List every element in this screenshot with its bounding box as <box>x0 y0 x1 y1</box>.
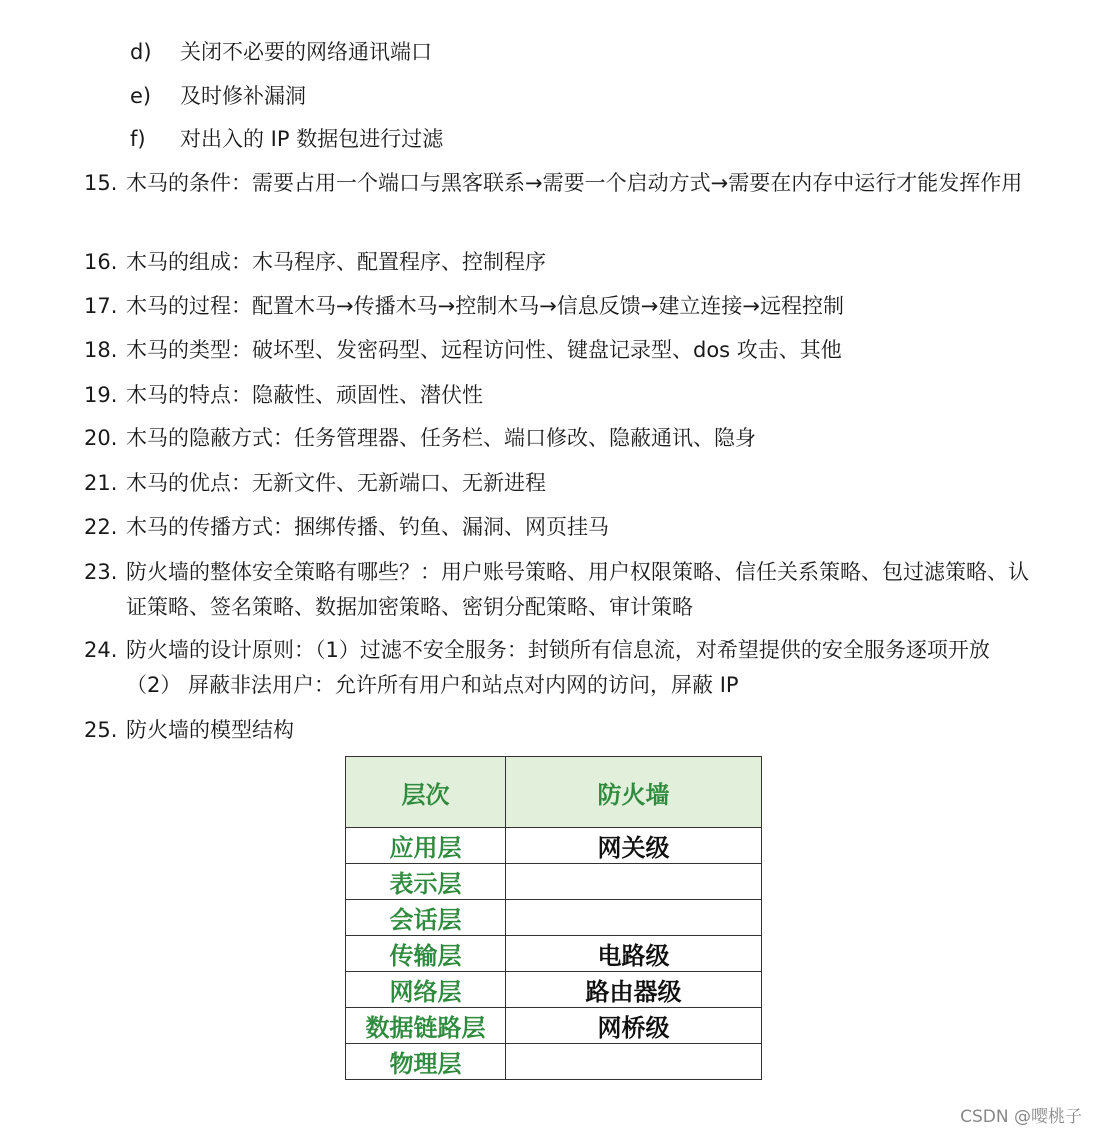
layer-cell: 物理层 <box>346 1044 506 1080</box>
table-row <box>346 828 762 864</box>
sub-item-marker: e) <box>130 84 152 108</box>
layer-cell: 会话层 <box>346 900 506 936</box>
watermark: CSDN @嘤桃子 <box>960 1107 1082 1127</box>
firewall-cell <box>506 1044 762 1080</box>
list-item-23 <box>84 555 1034 625</box>
firewall-cell: 网关级 <box>506 828 762 864</box>
list-item-number: 24. <box>84 638 118 662</box>
list-item-21 <box>84 466 1034 501</box>
firewall-cell: 路由器级 <box>506 972 762 1008</box>
table-row <box>346 900 762 936</box>
list-item-19 <box>84 378 1034 413</box>
table-row <box>346 972 762 1008</box>
list-item-text: 木马的过程：配置木马→传播木马→控制木马→信息反馈→建立连接→远程控制 <box>126 294 844 318</box>
list-item-25 <box>84 713 1034 748</box>
list-item-24 <box>84 633 1034 703</box>
sub-item-f <box>130 124 443 154</box>
list-item-number: 17. <box>84 294 118 318</box>
list-item-text: 木马的特点：隐蔽性、顽固性、潜伏性 <box>126 383 483 407</box>
list-item-15 <box>84 166 1034 201</box>
table-row <box>346 1008 762 1044</box>
list-item-number: 15. <box>84 171 118 195</box>
firewall-model-table <box>345 756 762 1080</box>
layer-cell: 表示层 <box>346 864 506 900</box>
list-item-18 <box>84 333 1034 368</box>
list-item-text: 木马的条件：需要占用一个端口与黑客联系→需要一个启动方式→需要在内存中运行才能发挥作用 <box>126 171 1023 195</box>
list-item-text: 木马的优点：无新文件、无新端口、无新进程 <box>126 471 546 495</box>
list-item-number: 19. <box>84 383 118 407</box>
list-item-number: 21. <box>84 471 118 495</box>
table-row <box>346 864 762 900</box>
list-item-16 <box>84 245 1034 280</box>
firewall-cell: 网桥级 <box>506 1008 762 1044</box>
list-item-text: 木马的组成：木马程序、配置程序、控制程序 <box>126 250 546 274</box>
list-item-22 <box>84 510 1034 545</box>
sub-item-d <box>130 37 432 67</box>
layer-cell: 应用层 <box>346 828 506 864</box>
layer-cell: 传输层 <box>346 936 506 972</box>
list-item-number: 16. <box>84 250 118 274</box>
list-item-number: 22. <box>84 515 118 539</box>
sub-item-marker: f) <box>130 127 146 151</box>
list-item-text: 防火墙的设计原则：（1）过滤不安全服务：封锁所有信息流，对希望提供的安全服务逐项开放（2） 屏蔽非法用户：允许所有用户和站点对内网的访问，屏蔽 IP <box>126 638 990 697</box>
firewall-cell: 电路级 <box>506 936 762 972</box>
list-item-17 <box>84 289 1034 324</box>
list-item-number: 25. <box>84 718 118 742</box>
list-item-text: 防火墙的整体安全策略有哪些？：用户账号策略、用户权限策略、信任关系策略、包过滤策略、认证策略、签名策略、数据加密策略、密钥分配策略、审计策略 <box>126 560 1029 619</box>
table-row <box>346 1044 762 1080</box>
list-item-text: 木马的隐蔽方式：任务管理器、任务栏、端口修改、隐蔽通讯、隐身 <box>126 426 756 450</box>
header-firewall: 防火墙 <box>506 757 762 828</box>
table-row <box>346 936 762 972</box>
list-item-number: 23. <box>84 560 118 584</box>
header-layer: 层次 <box>346 757 506 828</box>
firewall-cell <box>506 900 762 936</box>
list-item-number: 18. <box>84 338 118 362</box>
list-item-text: 木马的传播方式：捆绑传播、钓鱼、漏洞、网页挂马 <box>126 515 609 539</box>
layer-cell: 数据链路层 <box>346 1008 506 1044</box>
sub-item-e <box>130 81 306 111</box>
list-item-text: 防火墙的模型结构 <box>126 718 294 742</box>
firewall-cell <box>506 864 762 900</box>
layer-cell: 网络层 <box>346 972 506 1008</box>
sub-item-text: 及时修补漏洞 <box>180 84 306 108</box>
list-item-number: 20. <box>84 426 118 450</box>
table-header-row <box>346 757 762 828</box>
sub-item-text: 对出入的 IP 数据包进行过滤 <box>180 127 444 151</box>
list-item-20 <box>84 421 1034 456</box>
sub-item-text: 关闭不必要的网络通讯端口 <box>180 40 432 64</box>
sub-item-marker: d) <box>130 40 152 64</box>
list-item-text: 木马的类型：破坏型、发密码型、远程访问性、键盘记录型、dos 攻击、其他 <box>126 338 842 362</box>
